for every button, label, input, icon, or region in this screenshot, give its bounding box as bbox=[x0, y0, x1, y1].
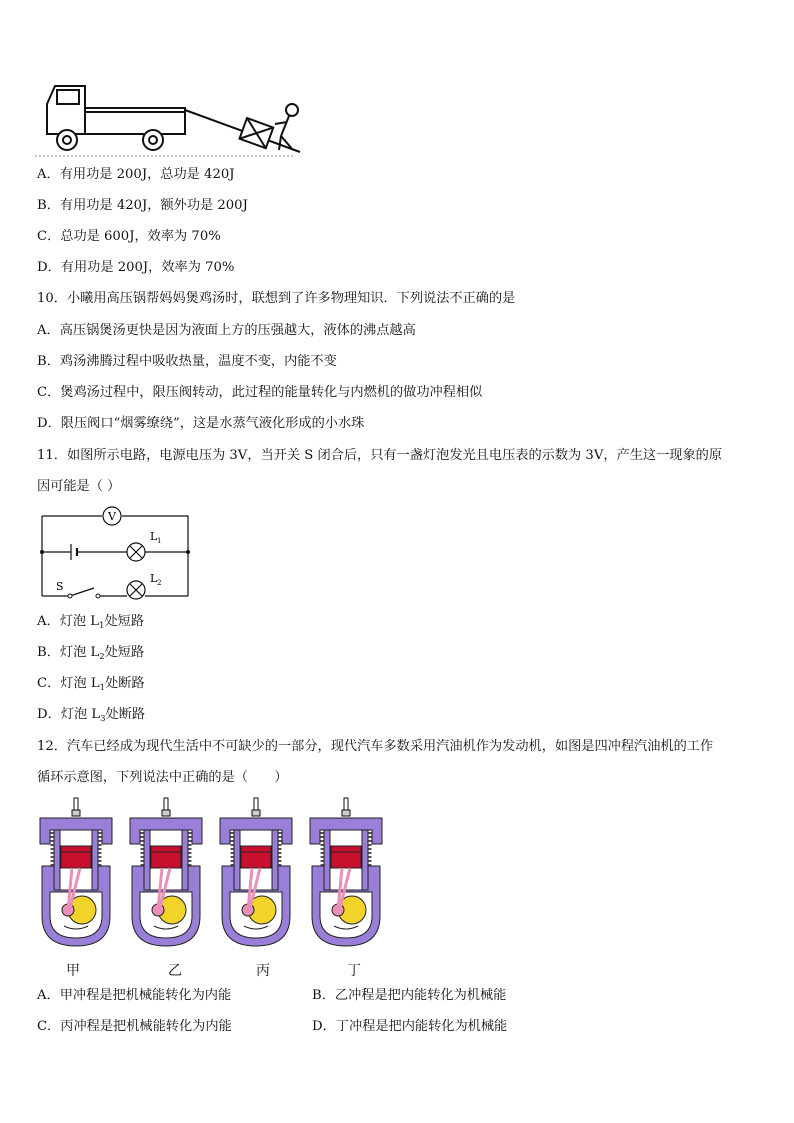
lamp1-sub: 1 bbox=[157, 537, 162, 545]
engine-cycle-figure bbox=[36, 796, 396, 956]
engine-ding bbox=[310, 798, 382, 946]
q10-option-a: A．高压锅煲汤更快是因为液面上方的压强越大，液体的沸点越高 bbox=[37, 323, 416, 338]
circuit-diagram bbox=[36, 504, 196, 604]
q9-option-b: B．有用功是 420J，额外功是 200J bbox=[37, 198, 248, 213]
q10-stem: 10．小曦用高压锅帮妈妈煲鸡汤时，联想到了许多物理知识．下列说法不正确的是 bbox=[37, 291, 516, 306]
lamp1-label: L bbox=[150, 530, 158, 543]
q9-option-d: D．有用功是 200J，效率为 70% bbox=[37, 260, 235, 275]
engine-yi bbox=[130, 798, 202, 946]
q12-option-a: A．甲冲程是把机械能转化为内能 bbox=[37, 988, 232, 1003]
q11-option-a: A．灯泡 $L_1$处短路 bbox=[37, 614, 145, 631]
voltmeter-label: V bbox=[108, 510, 116, 523]
q12-stem-line2: 循环示意图，下列说法中正确的是（ ） bbox=[37, 770, 288, 785]
lamp2-label: L bbox=[150, 572, 158, 585]
truck-ramp-figure bbox=[35, 80, 310, 160]
q11-option-b: B．灯泡 $L_2$处短路 bbox=[37, 645, 145, 662]
q10-option-b: B．鸡汤沸腾过程中吸收热量，温度不变，内能不变 bbox=[37, 354, 337, 369]
q11-stem-line2: 因可能是（ ） bbox=[37, 479, 121, 494]
q11-stem-line1: 11．如图所示电路，电源电压为 3V，当开关 S 闭合后，只有一盏灯泡发光且电压表的示数为 3V，产生这一现象的原 bbox=[37, 448, 723, 463]
q10-option-c: C．煲鸡汤过程中，限压阀转动，此过程的能量转化与内燃机的做功冲程相似 bbox=[37, 385, 483, 400]
engine-jia bbox=[40, 798, 112, 946]
engine-label-yi: 乙 bbox=[168, 963, 182, 979]
q11-option-d: D．灯泡 $L_3$处断路 bbox=[37, 707, 146, 724]
engine-bing bbox=[220, 798, 292, 946]
engine-label-ding: 丁 bbox=[347, 963, 361, 979]
q11-option-c: C．灯泡 $L_1$处断路 bbox=[37, 676, 145, 693]
switch-label: S bbox=[56, 580, 64, 593]
lamp2-sub: 2 bbox=[157, 579, 162, 587]
engine-label-bing: 丙 bbox=[256, 963, 270, 979]
q12-stem-line1: 12．汽车已经成为现代生活中不可缺少的一部分，现代汽车多数采用汽油机作为发动机，如图是四冲程汽油机的工作 bbox=[37, 739, 714, 754]
q9-option-c: C．总功是 600J，效率为 70% bbox=[37, 229, 221, 244]
q10-option-d: D．限压阀口“烟雾缭绕”，这是水蒸气液化形成的小水珠 bbox=[37, 416, 365, 431]
q12-option-c: C．丙冲程是把机械能转化为内能 bbox=[37, 1019, 232, 1034]
engine-label-jia: 甲 bbox=[66, 963, 80, 979]
q12-option-d: D．丁冲程是把内能转化为机械能 bbox=[312, 1019, 508, 1034]
q12-option-b: B．乙冲程是把内能转化为机械能 bbox=[312, 988, 507, 1003]
q9-option-a: A．有用功是 200J，总功是 420J bbox=[37, 167, 235, 182]
